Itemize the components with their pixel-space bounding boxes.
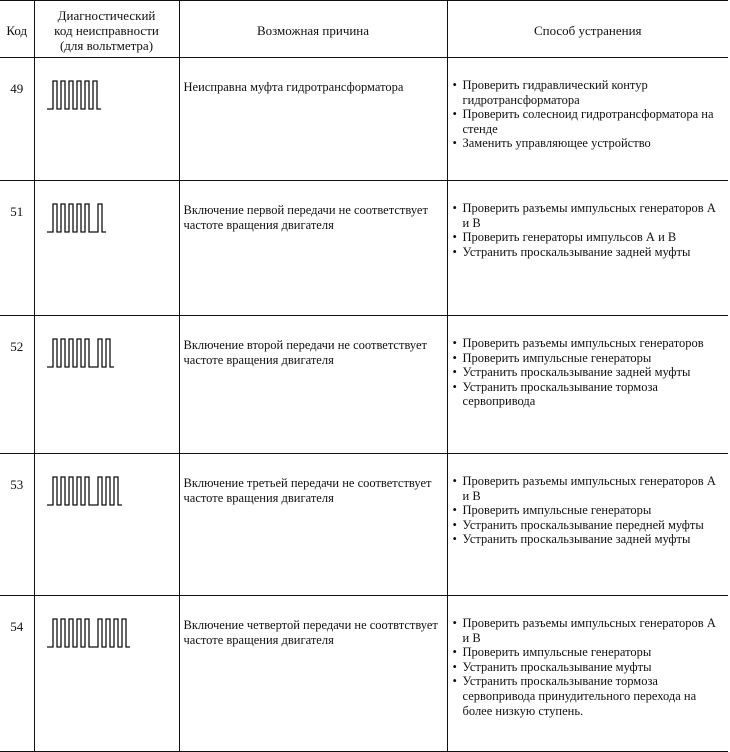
table-header-row xyxy=(0,1,728,58)
row-fixes xyxy=(447,181,728,316)
pulse-diagram xyxy=(34,181,179,316)
fix-item: • Проверить импульсные генераторы xyxy=(450,645,726,660)
pulse-trace xyxy=(47,477,122,505)
table-row xyxy=(0,596,728,752)
header-diagnostic-code xyxy=(34,1,179,58)
header-fix: Способ устранения xyxy=(447,1,728,58)
fix-item: • Устранить проскальзывание задней муфты xyxy=(450,365,726,380)
pulse-waveform xyxy=(45,201,173,235)
pulse-trace xyxy=(47,204,106,232)
table-row xyxy=(0,316,728,454)
row-cause: Неисправна муфта гидротрансформатора xyxy=(179,58,447,181)
pulse-trace xyxy=(47,81,101,109)
fix-item: • Устранить проскальзывание задней муфты xyxy=(450,532,726,547)
fix-item: • Проверить импульсные генераторы xyxy=(450,503,726,518)
header-diag-line: (для вольтметра) xyxy=(59,37,154,53)
header-cause: Возможная причина xyxy=(179,1,447,58)
row-code: 51 xyxy=(0,181,34,316)
fix-item: • Устранить проскальзывание тормоза сервопривода xyxy=(450,380,726,409)
fix-item: • Проверить солесноид гидротрансформатора на стенде xyxy=(450,107,726,136)
row-fixes xyxy=(447,596,728,752)
table-row xyxy=(0,58,728,181)
pulse-waveform xyxy=(45,336,173,370)
fix-item: • Проверить разъемы импульсных генераторов А и В xyxy=(450,616,726,645)
row-code: 53 xyxy=(0,454,34,596)
row-code: 52 xyxy=(0,316,34,454)
fix-item: • Устранить проскальзывание передней муфты xyxy=(450,518,726,533)
pulse-waveform xyxy=(45,474,173,508)
fix-item: • Проверить разъемы импульсных генераторов А и В xyxy=(450,474,726,503)
row-code: 49 xyxy=(0,58,34,181)
fix-item: • Проверить разъемы импульсных генераторов А и В xyxy=(450,201,726,230)
fix-item: • Проверить разъемы импульсных генераторов xyxy=(450,336,726,351)
row-cause: Включение первой передачи не соответствует частоте вращения двигателя xyxy=(179,181,447,316)
header-code: Код xyxy=(0,1,34,58)
row-cause: Включение второй передачи не соответствует частоте вращения двигателя xyxy=(179,316,447,454)
pulse-diagram xyxy=(34,58,179,181)
header-diag-line: Диагностический xyxy=(57,7,156,23)
pulse-waveform xyxy=(45,616,173,650)
fix-item: • Проверить импульсные генераторы xyxy=(450,351,726,366)
pulse-diagram xyxy=(34,596,179,752)
fix-item: • Устранить проскальзывание тормоза сервопривода принудительного перехода на более низкую ступень. xyxy=(450,674,726,718)
header-diag-line: код неисправности xyxy=(54,22,159,38)
fix-item: • Устранить проскальзывание муфты xyxy=(450,660,726,675)
row-code: 54 xyxy=(0,596,34,752)
fix-item: • Проверить гидравлический контур гидротрансформатора xyxy=(450,78,726,107)
pulse-diagram xyxy=(34,316,179,454)
pulse-trace xyxy=(47,619,130,647)
table-row xyxy=(0,454,728,596)
row-fixes xyxy=(447,58,728,181)
pulse-diagram xyxy=(34,454,179,596)
fix-item: • Проверить генераторы импульсов А и В xyxy=(450,230,726,245)
fix-item: • Заменить управляющее устройство xyxy=(450,136,726,151)
pulse-waveform xyxy=(45,78,173,112)
row-cause: Включение третьей передачи не соответствует частоте вращения двигателя xyxy=(179,454,447,596)
row-cause: Включение четвертой передачи не соотвтствует частоте вращения двигателя xyxy=(179,596,447,752)
fix-item: • Устранить проскальзывание задней муфты xyxy=(450,245,726,260)
table-row xyxy=(0,181,728,316)
pulse-trace xyxy=(47,339,114,367)
row-fixes xyxy=(447,454,728,596)
row-fixes xyxy=(447,316,728,454)
